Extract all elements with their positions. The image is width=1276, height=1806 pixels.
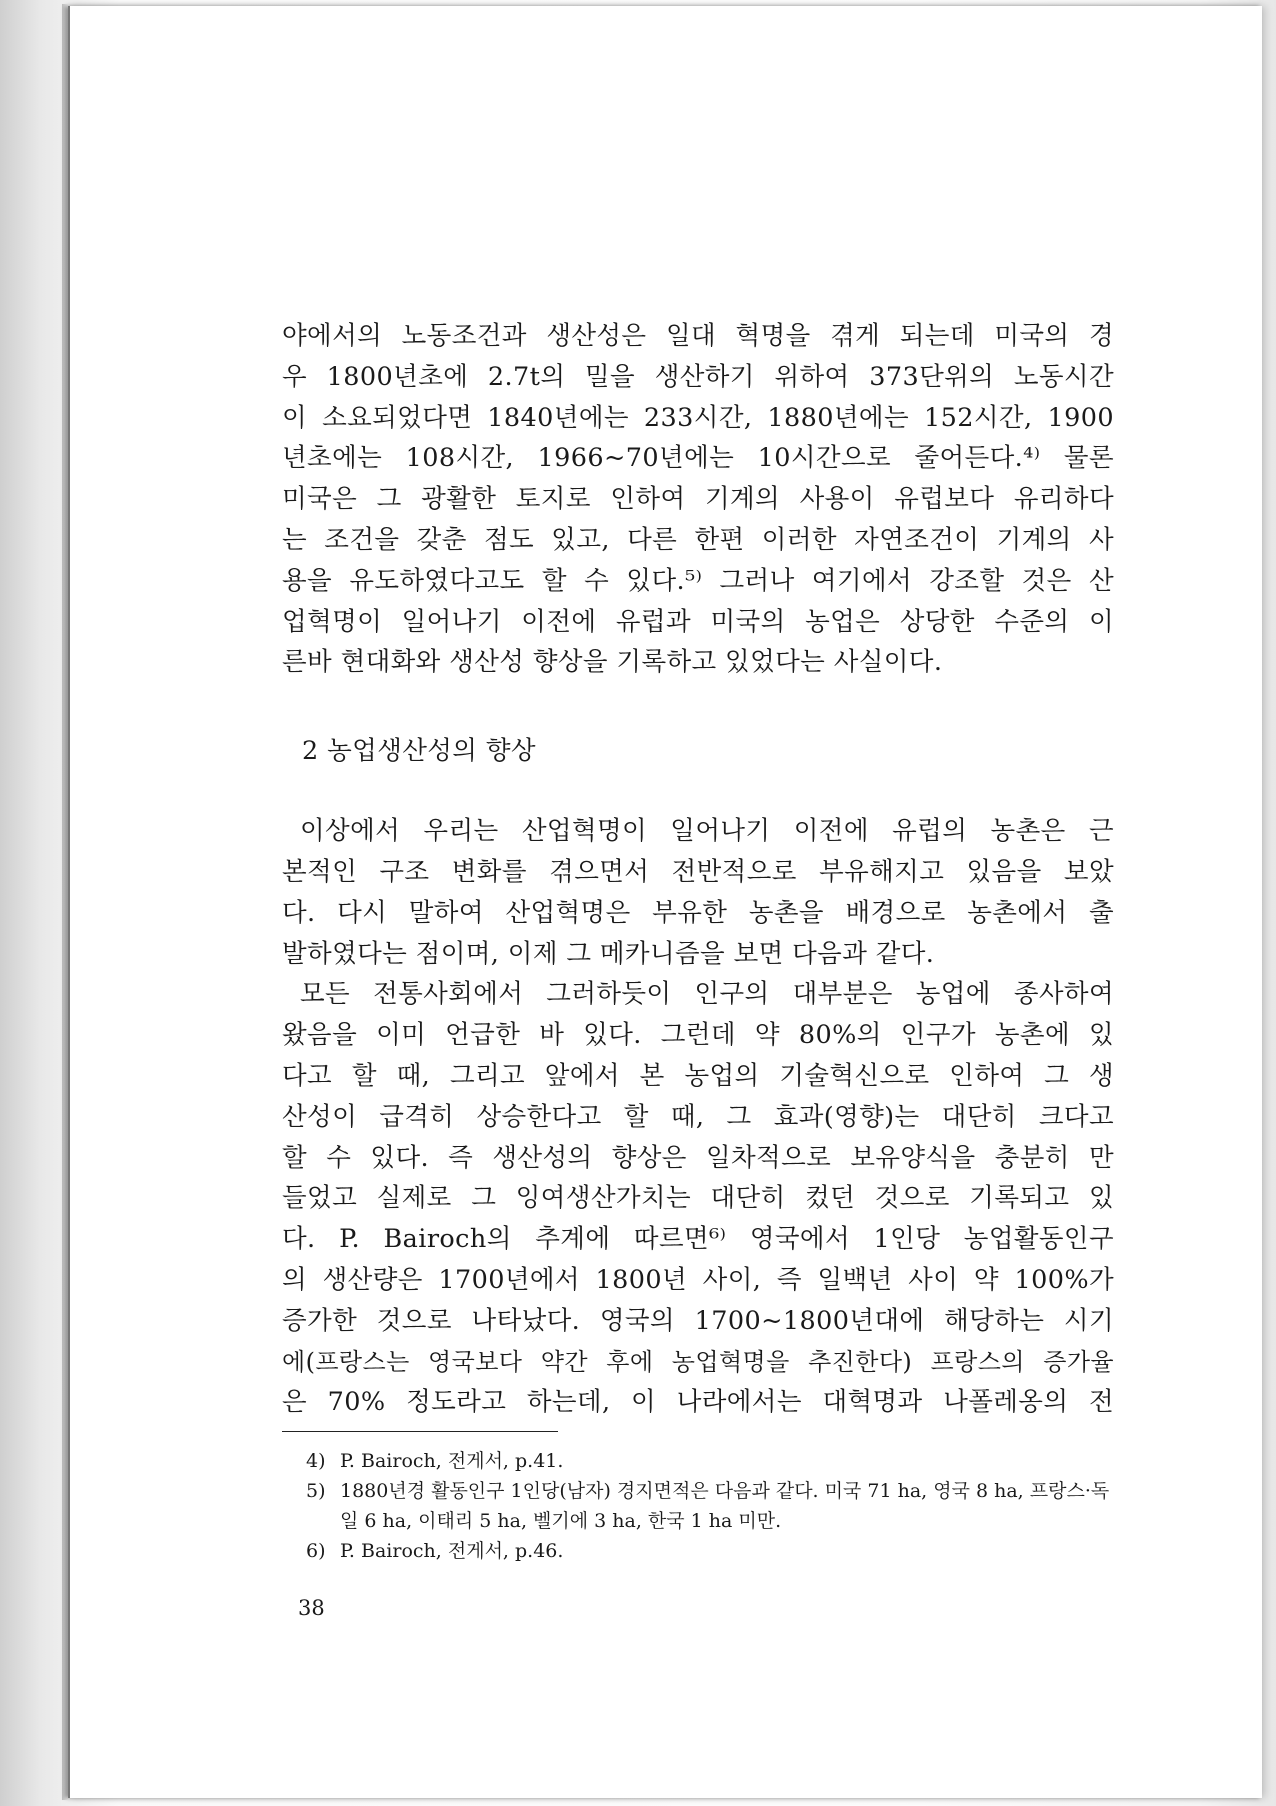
- footnote-text: P. Bairoch, 전게서, p.41.: [340, 1450, 564, 1473]
- section-heading: 2 농업생산성의 향상: [302, 736, 536, 767]
- text-line: 본적인 구조 변화를 겪으면서 전반적으로 부유해지고 있음을 보았: [282, 856, 1114, 887]
- text-line: 이상에서 우리는 산업혁명이 일어나기 이전에 유럽의 농촌은 근: [300, 816, 1114, 847]
- text-line: 는 조건을 갖춘 점도 있고, 다른 한편 이러한 자연조건이 기계의 사: [282, 524, 1114, 555]
- text-line: 이 소요되었다면 1840년에는 233시간, 1880년에는 152시간, 1900: [282, 402, 1114, 433]
- footnote-number: 4): [306, 1450, 326, 1473]
- text-line: 년초에는 108시간, 1966~70년에는 10시간으로 줄어든다.⁴⁾ 물론: [282, 443, 1114, 474]
- paragraph-3: [282, 974, 1114, 1423]
- text-line: 업혁명이 일어나기 이전에 유럽과 미국의 농업은 상당한 수준의 이: [282, 606, 1114, 637]
- text-line: 우 1800년초에 2.7t의 밀을 생산하기 위하여 373단위의 노동시간: [282, 361, 1114, 392]
- page-content: [282, 316, 1114, 1620]
- text-line: 산성이 급격히 상승한다고 할 때, 그 효과(영향)는 대단히 크다고: [282, 1101, 1114, 1132]
- text-line: 른바 현대화와 생산성 향상을 기록하고 있었다는 사실이다.: [282, 647, 943, 678]
- text-line: 왔음을 이미 언급한 바 있다. 그런데 약 80%의 인구가 농촌에 있: [282, 1020, 1114, 1051]
- text-line: 은 70% 정도라고 하는데, 이 나라에서는 대혁명과 나폴레옹의 전: [282, 1387, 1114, 1418]
- text-line: 에(프랑스는 영국보다 약간 후에 농업혁명을 추진한다) 프랑스의 증가율: [282, 1347, 1114, 1376]
- footnote-text: 1880년경 활동인구 1인당(남자) 경지면적은 다음과 같다. 미국 71 ha, 영국 8 ha, 프랑스·독일 6 ha, 이태리 5 ha, 벨기에 3 ha, 한국 1 ha 미만.: [340, 1480, 1110, 1533]
- text-line: 모든 전통사회에서 그러하듯이 인구의 대부분은 농업에 종사하여: [300, 979, 1114, 1010]
- paragraph-1: [282, 316, 1114, 683]
- text-line: 다고 할 때, 그리고 앞에서 본 농업의 기술혁신으로 인하여 그 생: [282, 1060, 1114, 1091]
- footnotes: [282, 1446, 1114, 1566]
- text-line: 용을 유도하였다고도 할 수 있다.⁵⁾ 그러나 여기에서 강조할 것은 산: [282, 565, 1114, 596]
- footnote-number: 5): [306, 1480, 326, 1503]
- text-line: 할 수 있다. 즉 생산성의 향상은 일차적으로 보유양식을 충분히 만: [282, 1142, 1114, 1173]
- text-line: 미국은 그 광활한 토지로 인하여 기계의 사용이 유럽보다 유리하다: [282, 484, 1114, 515]
- footnote: [306, 1536, 1114, 1566]
- text-line: 야에서의 노동조건과 생산성은 일대 혁명을 겪게 되는데 미국의 경: [282, 321, 1114, 351]
- footnote-text: P. Bairoch, 전게서, p.46.: [340, 1540, 564, 1563]
- text-line: 의 생산량은 1700년에서 1800년 사이, 즉 일백년 사이 약 100%가: [282, 1264, 1114, 1295]
- paragraph-2: [282, 811, 1114, 974]
- text-line: 들었고 실제로 그 잉여생산가치는 대단히 컸던 것으로 기록되고 있: [282, 1183, 1114, 1214]
- footnote-rule: [282, 1431, 558, 1432]
- text-line: 다. 다시 말하여 산업혁명은 부유한 농촌을 배경으로 농촌에서 출: [282, 897, 1114, 928]
- text-line: 증가한 것으로 나타났다. 영국의 1700~1800년대에 해당하는 시기: [282, 1305, 1114, 1336]
- footnote-number: 6): [306, 1540, 326, 1563]
- footnote: [306, 1446, 1114, 1476]
- text-line: 발하였다는 점이며, 이제 그 메카니즘을 보면 다음과 같다.: [282, 938, 935, 969]
- page-number: 38: [298, 1596, 325, 1621]
- footnote: [306, 1476, 1114, 1536]
- text-line: 다. P. Bairoch의 추계에 따르면⁶⁾ 영국에서 1인당 농업활동인구: [282, 1224, 1114, 1255]
